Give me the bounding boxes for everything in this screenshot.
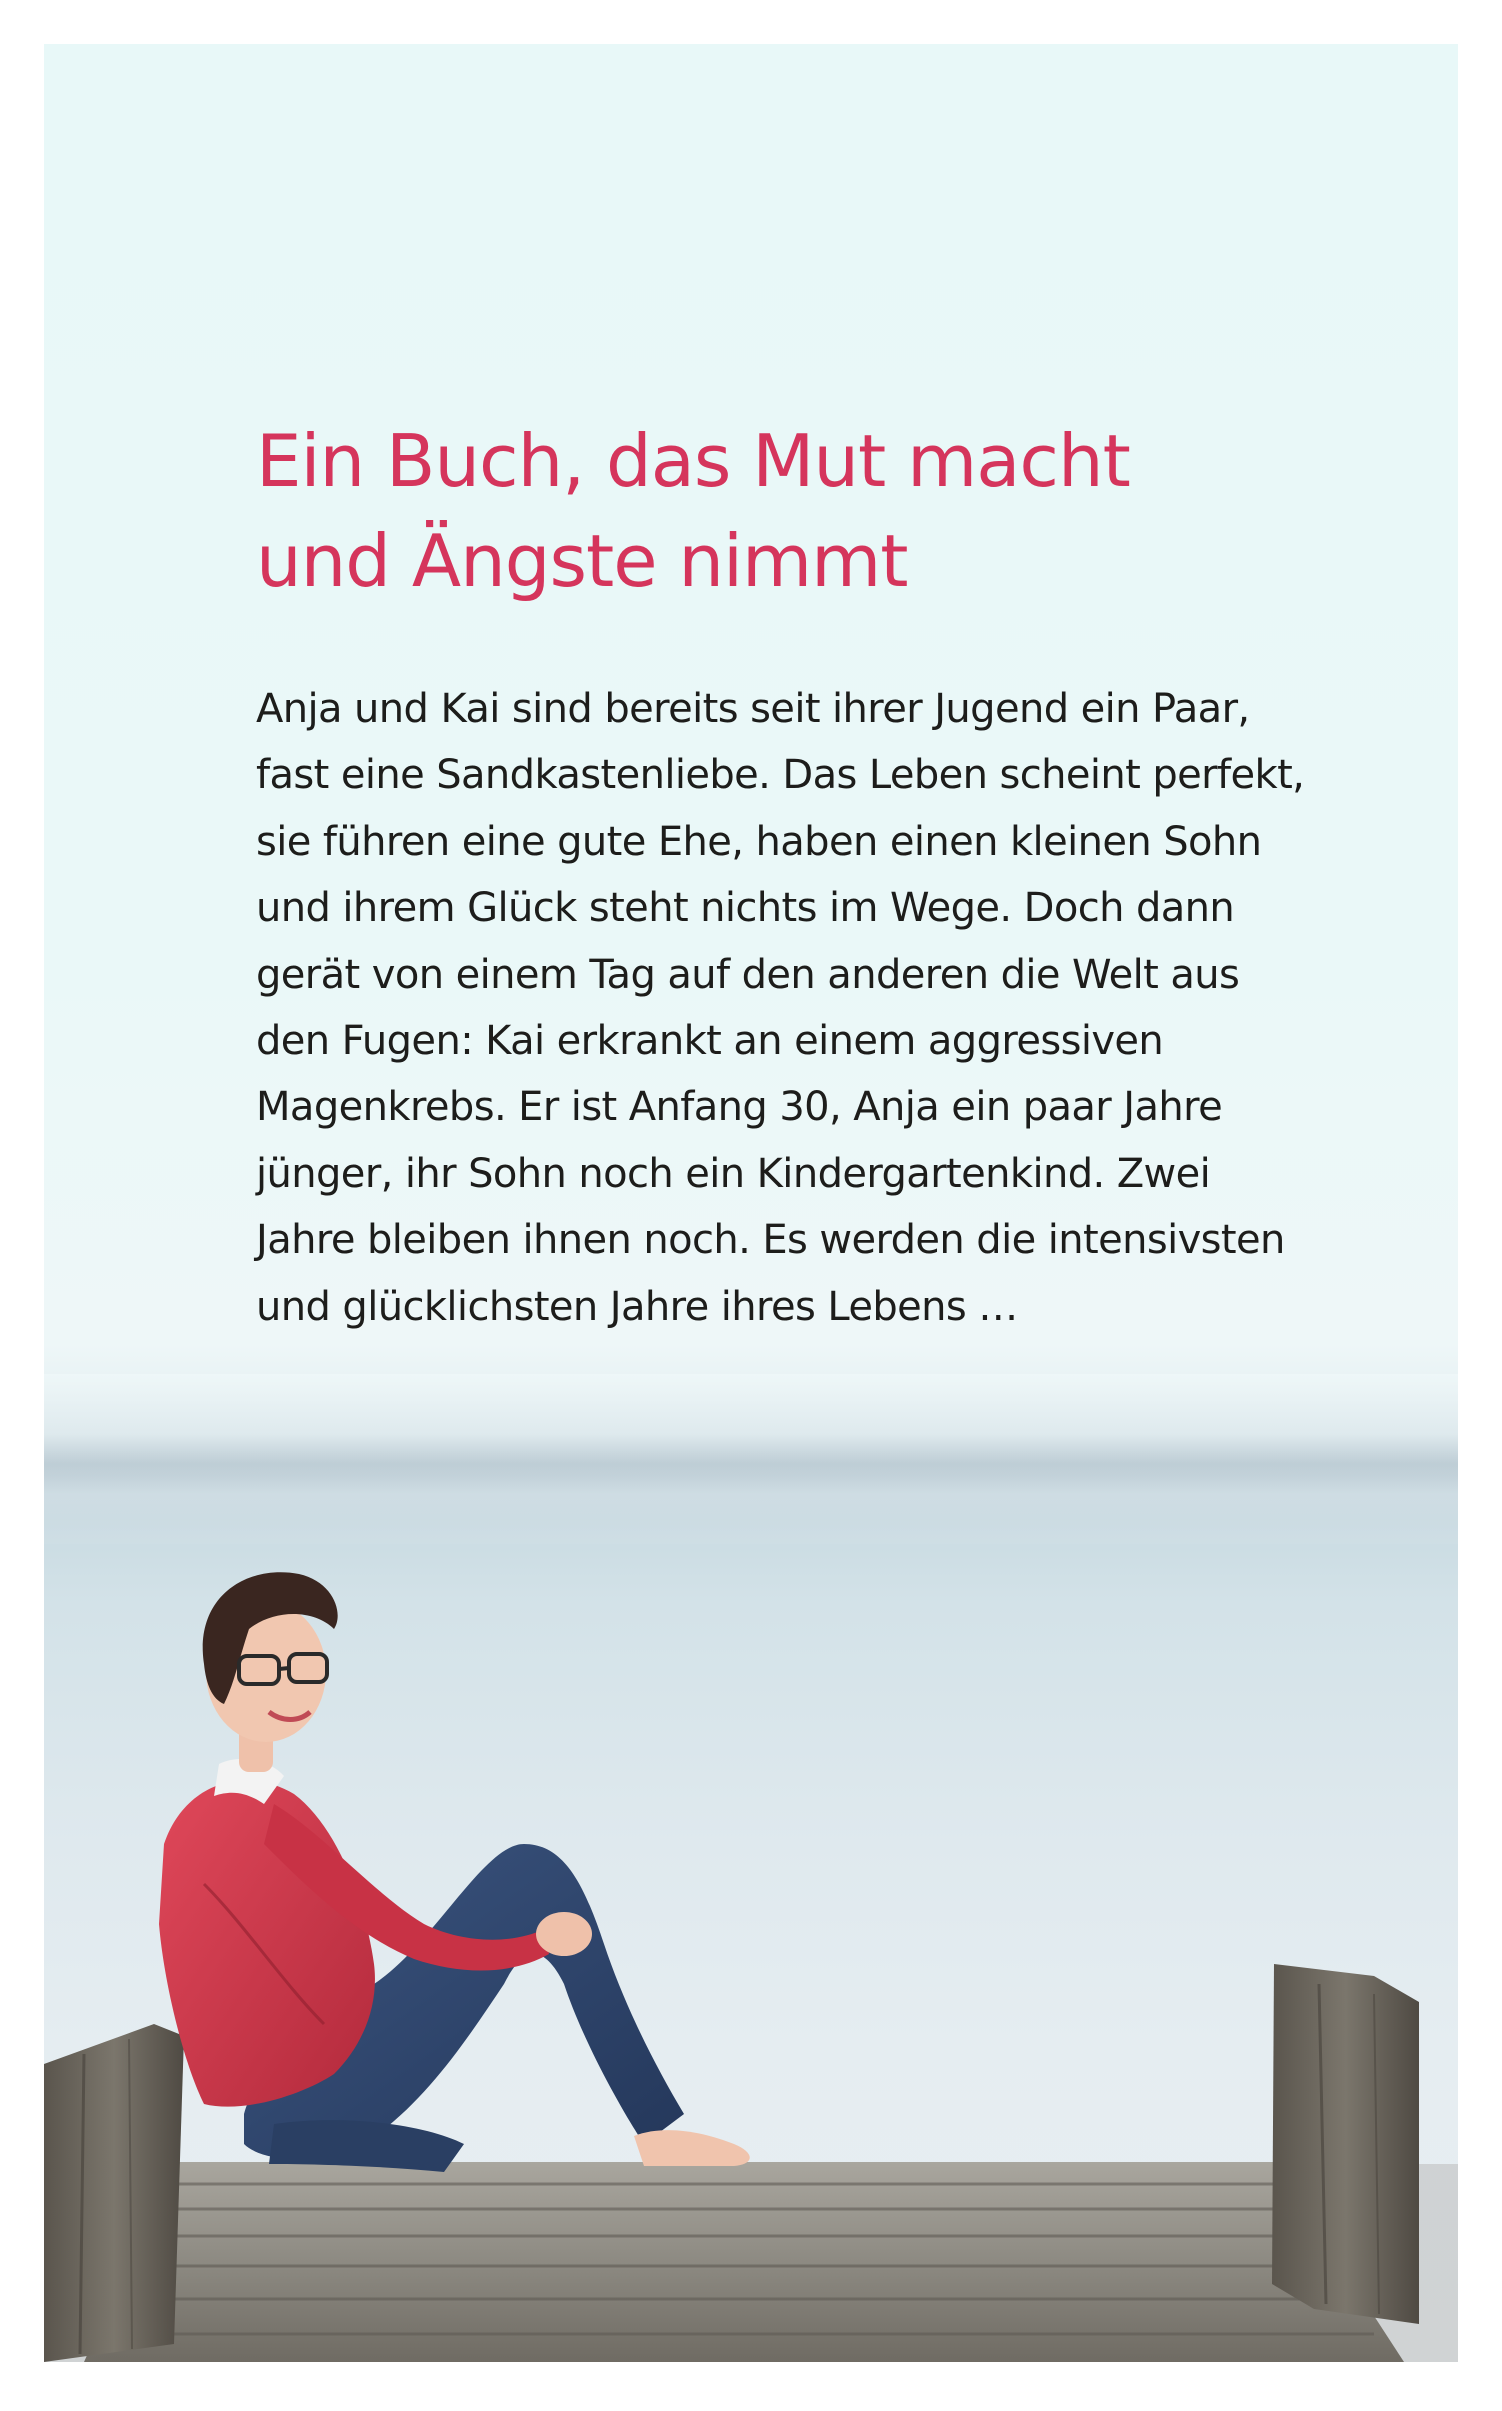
blurb-line-5: gerät von einem Tag auf den anderen die Welt aus xyxy=(256,951,1240,998)
blurb-line-4: und ihrem Glück steht nichts im Wege. Doch dann xyxy=(256,885,1235,932)
woman-figure xyxy=(159,1572,750,2172)
blurb-line-7: Magenkrebs. Er ist Anfang 30, Anja ein paar Jahre xyxy=(256,1084,1223,1131)
blurb-text xyxy=(256,676,1336,1340)
left-dock-post xyxy=(44,2024,184,2362)
wooden-dock xyxy=(44,2162,1458,2362)
blurb-line-3: sie führen eine gute Ehe, haben einen kleinen Sohn xyxy=(256,818,1262,865)
cover-headline xyxy=(256,411,1256,611)
headline-line-2: und Ängste nimmt xyxy=(256,519,908,603)
blurb-line-2: fast eine Sandkastenliebe. Das Leben scheint perfekt, xyxy=(256,752,1305,799)
book-back-cover xyxy=(44,44,1458,2362)
right-dock-post xyxy=(1272,1964,1419,2324)
blurb-line-6: den Fugen: Kai erkrankt an einem aggressiven xyxy=(256,1018,1164,1065)
blurb-line-1: Anja und Kai sind bereits seit ihrer Jugend ein Paar, xyxy=(256,686,1250,732)
blurb-line-10: und glücklichsten Jahre ihres Lebens … xyxy=(256,1283,1018,1330)
blurb-line-8: jünger, ihr Sohn noch ein Kindergartenkind. Zwei xyxy=(256,1150,1211,1197)
author-photo xyxy=(44,1424,1458,2362)
blurb-line-9: Jahre bleiben ihnen noch. Es werden die intensivsten xyxy=(256,1217,1285,1264)
headline-line-1: Ein Buch, das Mut macht xyxy=(256,419,1130,503)
